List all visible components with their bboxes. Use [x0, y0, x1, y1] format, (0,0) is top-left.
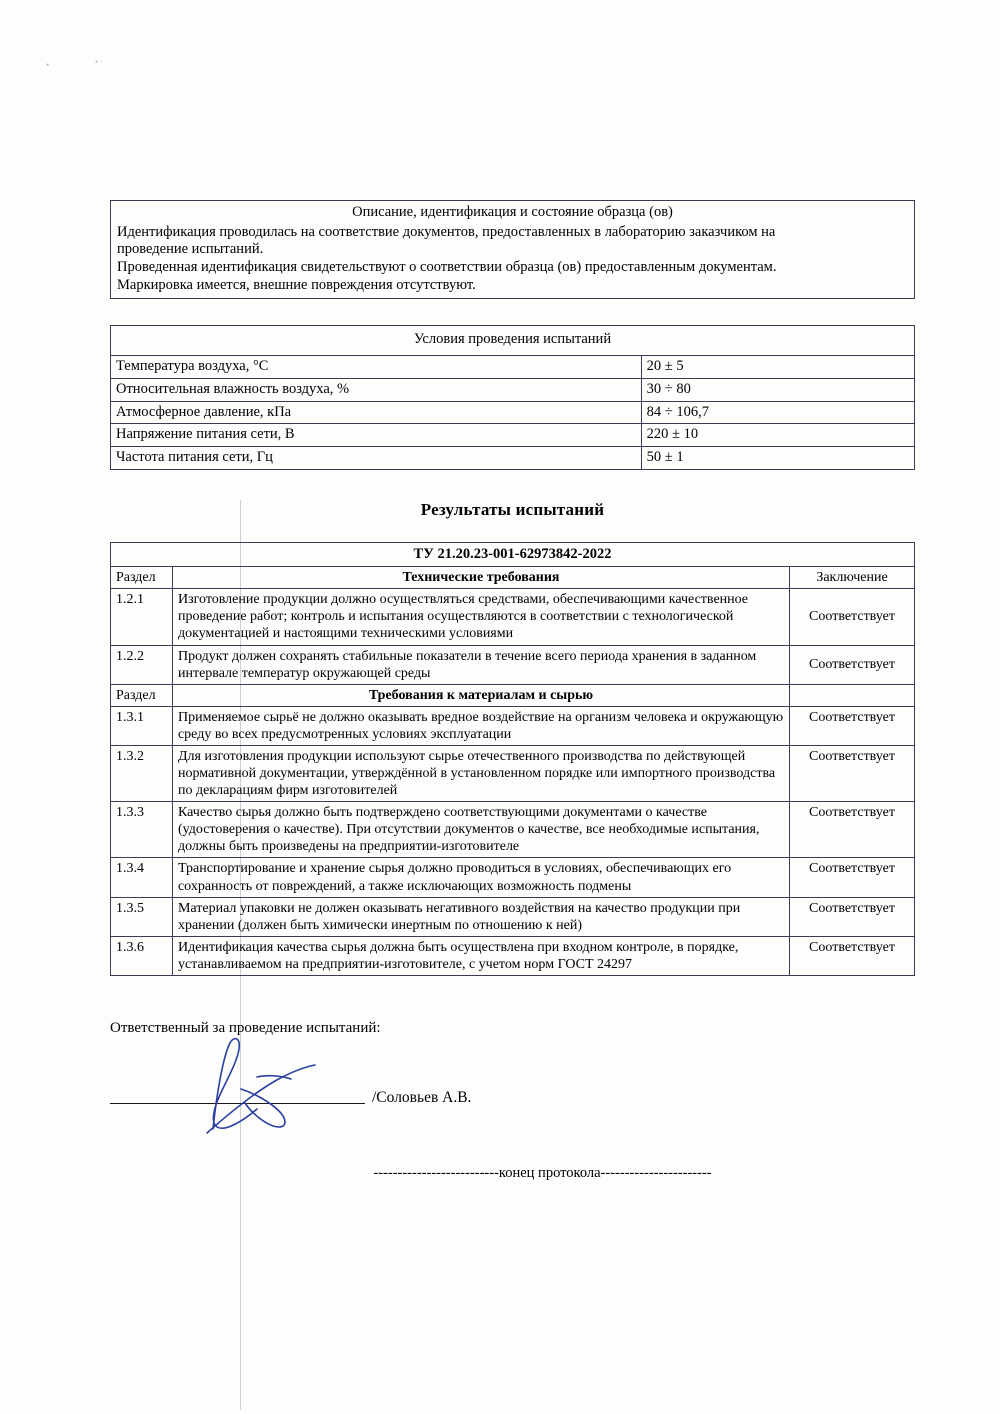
table-row	[111, 589, 915, 645]
table-row	[111, 356, 915, 379]
table-row	[111, 706, 915, 745]
description-line: Маркировка имеется, внешние повреждения отсутствуют.	[117, 276, 476, 293]
row-section: 1.2.2	[111, 645, 173, 684]
group-header-empty	[790, 684, 915, 706]
condition-value: 84 ÷ 106,7	[641, 401, 914, 424]
row-conclusion: Соответствует	[790, 589, 915, 645]
test-conditions-table	[110, 325, 915, 469]
scan-artifact-left: •	[46, 60, 50, 70]
condition-name: Температура воздуха, °С	[111, 356, 642, 379]
row-conclusion: Соответствует	[790, 802, 915, 858]
condition-name: Напряжение питания сети, В	[111, 424, 642, 447]
row-conclusion: Соответствует	[790, 936, 915, 975]
condition-value: 20 ± 5	[641, 356, 914, 379]
condition-name: Относительная влажность воздуха, %	[111, 378, 642, 401]
table-group-header-row	[111, 684, 915, 706]
column-header-section-repeat: Раздел	[111, 684, 173, 706]
signatory-name: /Соловьев А.В.	[372, 1088, 472, 1106]
row-requirement: Изготовление продукции должно осуществляться средствами, обеспечивающими качественное проведение работ; контроль и испытания осуществляются в соответствии с технологической документацией и настоящими техническими условиями	[172, 589, 789, 645]
table-row	[111, 802, 915, 858]
row-section: 1.3.2	[111, 745, 173, 801]
row-section: 1.3.5	[111, 897, 173, 936]
table-row	[111, 378, 915, 401]
condition-name: Атмосферное давление, кПа	[111, 401, 642, 424]
signature-line	[110, 1103, 365, 1104]
condition-value: 30 ÷ 80	[641, 378, 914, 401]
row-conclusion: Соответствует	[790, 745, 915, 801]
description-line: Идентификация проводилась на соответствие документов, предоставленных в лабораторию заказчиком на	[117, 223, 776, 240]
group-header-materials: Требования к материалам и сырью	[172, 684, 789, 706]
row-conclusion: Соответствует	[790, 645, 915, 684]
row-conclusion: Соответствует	[790, 858, 915, 897]
row-conclusion: Соответствует	[790, 706, 915, 745]
conditions-title: Условия проведения испытаний	[111, 326, 915, 356]
description-block	[110, 200, 915, 299]
tu-designation: ТУ 21.20.23-001-62973842-2022	[111, 542, 915, 567]
signature-label: Ответственный за проведение испытаний:	[110, 1019, 381, 1036]
condition-value: 50 ± 1	[641, 446, 914, 469]
row-requirement: Транспортирование и хранение сырья должно проводиться в условиях, обеспечивающих его сохранность от повреждений, а также исключающих возможность подмены	[172, 858, 789, 897]
scan-artifact-right: • ·	[95, 57, 104, 67]
condition-value: 220 ± 10	[641, 424, 914, 447]
signature-block	[110, 1020, 915, 1182]
table-row	[111, 401, 915, 424]
table-row	[111, 745, 915, 801]
results-heading: Результаты испытаний	[420, 499, 605, 519]
row-section: 1.2.1	[111, 589, 173, 645]
table-row	[111, 858, 915, 897]
row-requirement: Для изготовления продукции используют сырье отечественного производства по действующей нормативной документации, утверждённой в установленном порядке или импортного производства по декларациям фирм изготовителей	[172, 745, 789, 801]
description-line: Проведенная идентификация свидетельствуют о соответствии образца (ов) предоставленным документам.	[117, 259, 777, 276]
row-requirement: Материал упаковки не должен оказывать негативного воздействия на качество продукции при хранении (должен быть химически инертным по отношению к ней)	[172, 897, 789, 936]
description-text	[111, 224, 914, 299]
results-table	[110, 542, 915, 976]
row-requirement: Идентификация качества сырья должна быть осуществлена при входном контроле, в порядке, устанавливаемом на предприятии-изготовителе, с учетом норм ГОСТ 24297	[172, 936, 789, 975]
table-row	[111, 897, 915, 936]
row-conclusion: Соответствует	[790, 897, 915, 936]
row-section: 1.3.6	[111, 936, 173, 975]
column-header-requirements: Технические требования	[172, 567, 789, 589]
table-row	[111, 446, 915, 469]
row-requirement: Качество сырья должно быть подтверждено соответствующими документами о качестве (удостоверения о качестве). При отсутствии документов о качестве, все необходимые испытания, должны быть произведены на предприятии-изготовителе	[172, 802, 789, 858]
handwritten-signature	[195, 1031, 370, 1146]
row-section: 1.3.4	[111, 858, 173, 897]
row-section: 1.3.3	[111, 802, 173, 858]
end-of-protocol: --------------------------конец протокола-----------------------	[373, 1164, 712, 1181]
table-row	[111, 936, 915, 975]
column-header-conclusion: Заключение	[790, 567, 915, 589]
table-row	[111, 645, 915, 684]
document-body	[110, 200, 915, 1182]
row-section: 1.3.1	[111, 706, 173, 745]
table-header-row	[111, 567, 915, 589]
description-title: Описание, идентификация и состояние образца (ов)	[352, 204, 673, 220]
table-row	[111, 424, 915, 447]
row-requirement: Применяемое сырьё не должно оказывать вредное воздействие на организм человека и окружающую среду во всех предусмотренных условиях эксплуатации	[172, 706, 789, 745]
row-requirement: Продукт должен сохранять стабильные показатели в течение всего периода хранения в заданном интервале температур окружающей среды	[172, 645, 789, 684]
condition-name: Частота питания сети, Гц	[111, 446, 642, 469]
column-header-section: Раздел	[111, 567, 173, 589]
table-row-tu-header	[111, 542, 915, 567]
description-line: проведение испытаний.	[117, 241, 264, 258]
